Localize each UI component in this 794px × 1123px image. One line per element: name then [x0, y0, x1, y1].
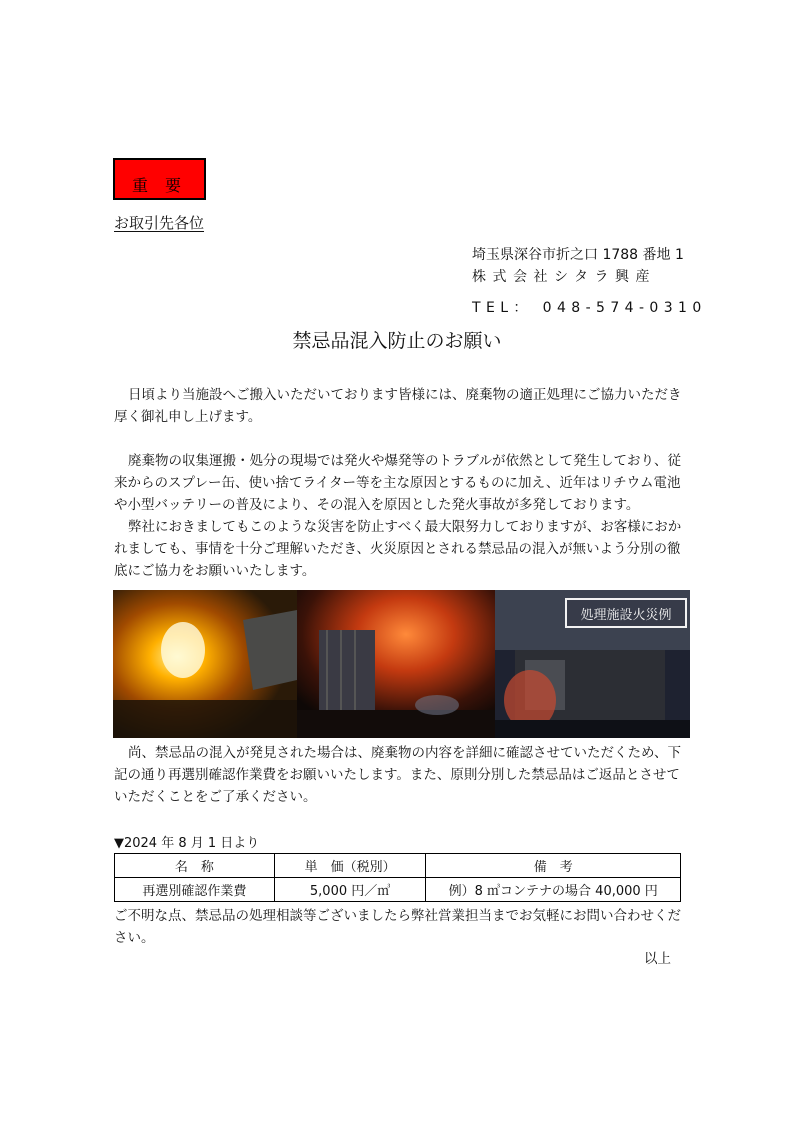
effective-date: ▼2024 年 8 月 1 日より [114, 836, 260, 851]
fire-photos [113, 590, 690, 738]
sender-tel: TEL： 048-574-0310 [472, 300, 707, 316]
fire-photo-2 [297, 590, 495, 738]
closing-text: ご不明な点、禁忌品の処理相談等ございましたら弊社営業担当までお気軽にお問い合わせください。 [114, 908, 681, 946]
important-badge [113, 158, 206, 200]
document-title: 禁忌品混入防止のお願い [292, 330, 502, 352]
header-unit-price: 単 価（税別） [274, 854, 426, 878]
photo-caption: 処理施設火災例 [580, 607, 672, 623]
paragraph-greeting: 日頃より当施設へご搬入いただいております皆様には、廃棄物の適正処理にご協力いただき厚く御礼申し上げます。 [114, 387, 682, 425]
photo-caption-box [565, 598, 687, 628]
fee-table [114, 853, 681, 902]
paragraph-background: 廃棄物の収集運搬・処分の現場では発火や爆発等のトラブルが依然として発生しており、従来からのスプレー缶、使い捨てライター等を主な原因とするものに加え、近年はリチウム電池や小型バッテリーの普及により、その混入を原因とした発火事故が多発しております。 [114, 453, 681, 513]
fire-photo-1 [113, 590, 297, 738]
sender-address: 埼玉県深谷市折之口 1788 番地 1 [472, 247, 684, 263]
header-remarks: 備 考 [426, 854, 681, 878]
fee-table-row [115, 878, 681, 902]
paragraph-fee-notice: 尚、禁忌品の混入が発見された場合は、廃棄物の内容を詳細に確認させていただくため、下記の通り再選別確認作業費をお願いいたします。また、原則分別した禁忌品はご返品とさせていただくことをご了承ください。 [114, 745, 681, 805]
addressee: お取引先各位 [114, 214, 205, 232]
important-badge-label: 重 要 [131, 175, 188, 195]
header-name: 名 称 [115, 854, 275, 878]
fee-item-name: 再選別確認作業費 [115, 878, 275, 902]
sender-company: 株式会社シタラ興産 [472, 269, 656, 285]
fee-item-price: 5,000 円／㎥ [274, 878, 426, 902]
fee-table-header-row [115, 854, 681, 878]
paragraph-request: 弊社におきましてもこのような災害を防止すべく最大限努力しておりますが、お客様におかれましても、事情を十分ご理解いただき、火災原因とされる禁忌品の混入が無いよう分別の徹底にご協力をお願いいたします。 [114, 519, 682, 579]
closing-mark: 以上 [644, 951, 671, 967]
fee-item-remarks: 例）8 ㎥コンテナの場合 40,000 円 [426, 878, 681, 902]
